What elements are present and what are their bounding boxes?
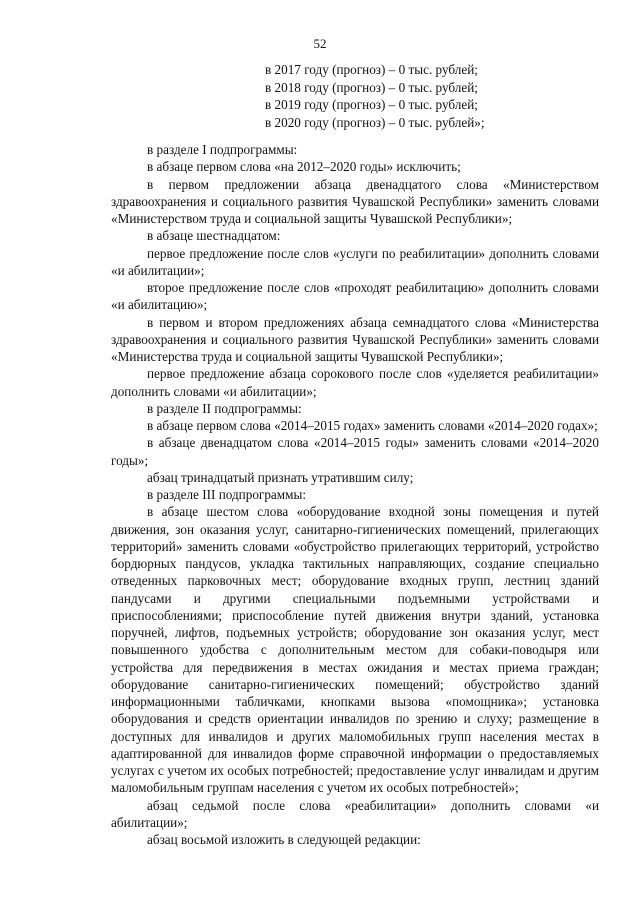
paragraph: в абзаце первом слова «2014–2015 годах» заменить словами «2014–2020 годах»; xyxy=(147,418,598,433)
paragraph: в абзаце двенадцатом слова «2014–2015 годы» заменить словами «2014–2020 годы»; xyxy=(111,435,599,468)
paragraph: в абзаце шестнадцатом: xyxy=(147,228,281,244)
forecast-block xyxy=(265,61,485,131)
page-number: 52 xyxy=(313,36,327,51)
paragraph: первое предложение абзаца сорокового после слов «уделяется реабилитации» дополнить словами «и абилитации»; xyxy=(111,366,599,399)
forecast-line: в 2017 году (прогноз) – 0 тыс. рублей; xyxy=(265,62,478,77)
paragraph: в разделе I подпрограммы: xyxy=(147,142,298,157)
paragraph: в первом предложении абзаца двенадцатого слова «Министерством здравоохранения и социального развития Чувашской Республики» заменить словами «Министерством труда и социальной защиты Чувашской Республики»; xyxy=(111,176,599,226)
forecast-line: в 2018 году (прогноз) – 0 тыс. рублей; xyxy=(265,79,478,95)
paragraph: в первом и втором предложениях абзаца семнадцатого слова «Министерства здравоохранения и социального развития Чувашской Республики» заменить словами «Министерства труда и социальной защиты Чувашской Республики»; xyxy=(111,314,599,364)
paragraph: в абзаце первом слова «на 2012–2020 годы» исключить; xyxy=(147,159,461,175)
paragraph: абзац восьмой изложить в следующей редакции: xyxy=(147,832,421,847)
forecast-line: в 2020 году (прогноз) – 0 тыс. рублей»; xyxy=(265,114,485,130)
paragraph: в разделе II подпрограммы: xyxy=(147,400,302,416)
paragraph: абзац седьмой после слова «реабилитации» дополнить словами «и абилитации»; xyxy=(111,797,599,830)
paragraph: второе предложение после слов «проходят реабилитацию» дополнить словами «и абилитацию»; xyxy=(111,280,599,313)
paragraph: абзац тринадцатый признать утратившим силу; xyxy=(147,469,414,485)
paragraph: в абзаце шестом слова «оборудование входной зоны помещения и путей движения, зон оказания услуг, санитарно-гигиенических помещений, прилегающих территорий» заменить словами «обустройство прилегающих территорий, устройство бордюрных пандусов, укладка тактильных направляющих, создание специально отведенных парковочных мест; оборудование входных групп, лестниц зданий пандусами и другими специальными подъемными устройствами и приспособлениями; приспособление путей движения внутри зданий, установка поручней, лифтов, подъемных устройств; оборудование зон оказания услуг, мест повышенного удобства с дополнительным местом для собаки-поводыря или устройства для передвижения в местах ожидания и местах приема граждан; оборудование санитарно-гигиенических помещений; обустройство зданий информационными табличками, кнопками вызова «помощника»; установка оборудования и средств ориентации инвалидов по зрению и слуху; размещение в доступных для инвалидов и других маломобильных групп населения местах в адаптированной для инвалидов форме справочной информации о предоставляемых услугах с учетом их особых потребностей; предоставление услуг инвалидам и другим маломобильным группам населения с учетом их особых потребностей»; xyxy=(111,504,599,796)
document-body xyxy=(111,141,599,848)
paragraph: в разделе III подпрограммы: xyxy=(147,487,307,502)
forecast-line: в 2019 году (прогноз) – 0 тыс. рублей; xyxy=(265,97,478,113)
paragraph: первое предложение после слов «услуги по реабилитации» дополнить словами «и абилитации»; xyxy=(111,245,599,278)
